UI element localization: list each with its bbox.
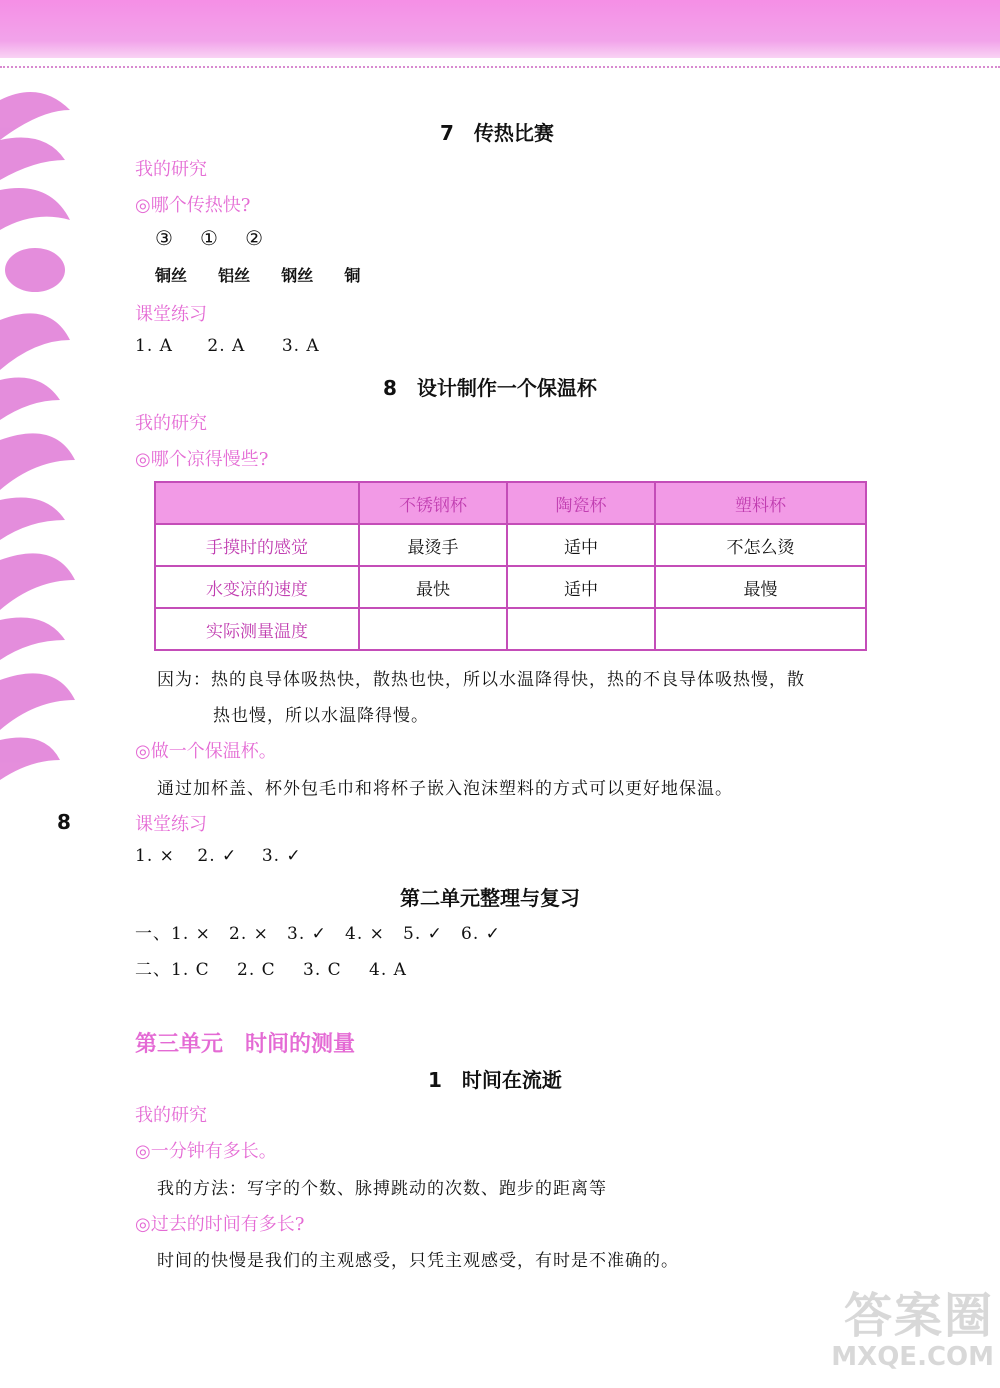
circled-answer: ③ — [155, 226, 173, 250]
answer-item: 3. C — [303, 960, 342, 980]
leaf-decoration-icon — [0, 80, 80, 810]
unit3-heading: 第三单元 时间的测量 — [135, 1032, 356, 1057]
table-header-cell: 陶瓷杯 — [507, 482, 655, 524]
answer-item: 3. ✓ — [261, 846, 302, 866]
lesson7-question-1: ◎哪个传热快? — [135, 195, 251, 216]
lesson8-method: 通过加杯盖、杯外包毛巾和将杯子嵌入泡沫塑料的方式可以更好地保温。 — [157, 779, 733, 799]
unit3-question-2: ◎过去的时间有多长? — [135, 1214, 305, 1235]
unit3-answer-2: 时间的快慢是我们的主观感受，只凭主观感受，有时是不准确的。 — [157, 1251, 679, 1271]
table-row — [155, 524, 866, 566]
answer-item: 1. × — [135, 846, 175, 866]
circled-answer: ① — [200, 226, 218, 250]
lesson8-because-line2: 热也慢，所以水温降得慢。 — [213, 706, 429, 726]
lesson7-title: 7 传热比赛 — [440, 121, 554, 145]
watermark-url: MXQE.COM — [831, 1342, 994, 1372]
lesson7-metals — [155, 263, 386, 286]
metal-label: 铜 — [344, 266, 361, 285]
row-label: 实际测量温度 — [155, 608, 359, 650]
table-cell: 适中 — [507, 566, 655, 608]
table-header-cell — [155, 482, 359, 524]
lesson8-title: 8 设计制作一个保温杯 — [383, 376, 597, 400]
lesson8-practice-answers — [135, 846, 302, 866]
row-label: 水变凉的速度 — [155, 566, 359, 608]
metal-label: 铜丝 — [155, 266, 188, 285]
lesson8-question-2: ◎做一个保温杯。 — [135, 741, 277, 762]
unit3-answer-1: 我的方法：写字的个数、脉搏跳动的次数、跑步的距离等 — [157, 1179, 607, 1199]
answer-item: 2. C — [237, 960, 276, 980]
unit3-lesson1-title: 1 时间在流逝 — [428, 1068, 562, 1092]
metal-label: 铝丝 — [218, 266, 251, 285]
answer-item: 6. ✓ — [461, 924, 501, 944]
watermark-logo-text: 答案圈 — [843, 1288, 994, 1344]
answer-item: 1. × — [171, 924, 211, 944]
metal-label: 钢丝 — [281, 266, 314, 285]
lesson8-class-practice: 课堂练习 — [135, 814, 207, 835]
row-label: 手摸时的感觉 — [155, 524, 359, 566]
review2-part1 — [135, 919, 501, 944]
table-cell: 适中 — [507, 524, 655, 566]
answer-item: 5. ✓ — [403, 924, 443, 944]
table-header-cell: 塑料杯 — [655, 482, 866, 524]
table-cell — [655, 608, 866, 650]
table-cell: 最快 — [359, 566, 507, 608]
table-cell: 最慢 — [655, 566, 866, 608]
answer-item: 3. ✓ — [287, 924, 327, 944]
answer-item: 3. A — [281, 336, 320, 356]
answer-item: 2. ✓ — [197, 846, 238, 866]
part-prefix: 一、 — [135, 924, 171, 944]
table-row — [155, 608, 866, 650]
site-watermark — [809, 1290, 994, 1380]
answer-item: 4. × — [345, 924, 385, 944]
answer-item: 1. A — [135, 336, 173, 356]
cup-comparison-table — [154, 481, 867, 651]
circled-answer: ② — [245, 226, 263, 250]
table-cell: 不怎么烫 — [655, 524, 866, 566]
lesson8-question-1: ◎哪个凉得慢些? — [135, 449, 269, 470]
table-cell — [507, 608, 655, 650]
unit3-my-research: 我的研究 — [135, 1105, 207, 1126]
lesson7-circled-answers — [155, 226, 285, 250]
review2-part2 — [135, 955, 407, 980]
table-cell: 最烫手 — [359, 524, 507, 566]
answer-item: 2. × — [229, 924, 269, 944]
top-dotted-rule — [0, 66, 1000, 68]
answer-item: 4. A — [369, 960, 407, 980]
lesson7-practice-answers — [135, 336, 320, 356]
lesson8-because-line1: 因为：热的良导体吸热快，散热也快，所以水温降得快，热的不良导体吸热慢，散 — [157, 670, 805, 690]
lesson8-my-research: 我的研究 — [135, 413, 207, 434]
table-row — [155, 566, 866, 608]
review2-title: 第二单元整理与复习 — [400, 886, 580, 910]
lesson7-class-practice: 课堂练习 — [135, 304, 207, 325]
table-header-row — [155, 482, 866, 524]
answer-item: 2. A — [207, 336, 246, 356]
unit3-question-1: ◎一分钟有多长。 — [135, 1141, 277, 1162]
page-number: 8 — [57, 810, 71, 834]
table-header-cell: 不锈钢杯 — [359, 482, 507, 524]
top-decorative-band — [0, 0, 1000, 58]
table-cell — [359, 608, 507, 650]
answer-item: 1. C — [171, 960, 210, 980]
part-prefix: 二、 — [135, 960, 171, 980]
lesson7-my-research: 我的研究 — [135, 159, 207, 180]
